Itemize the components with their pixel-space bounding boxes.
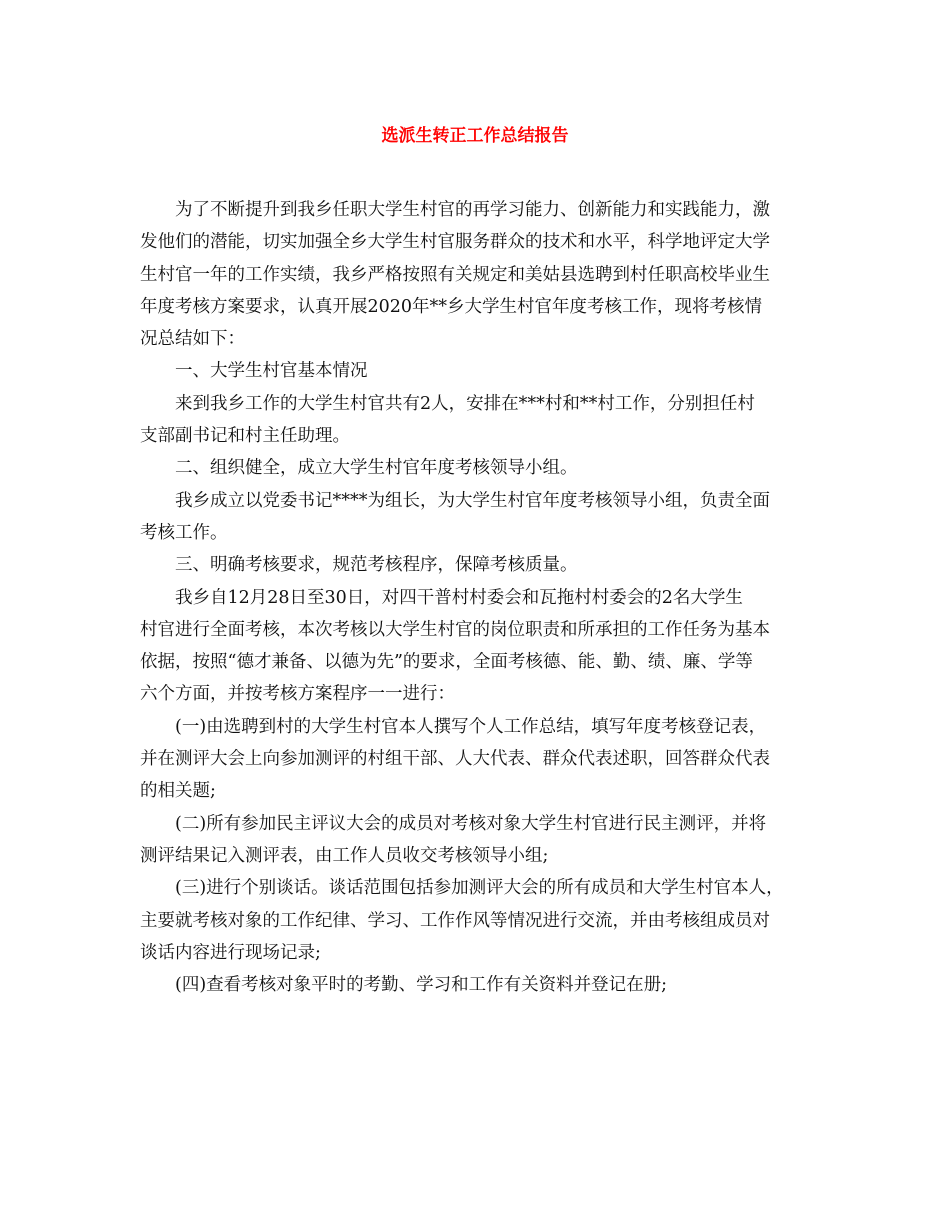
- text-line: 村官进行全面考核，本次考核以大学生村官的岗位职责和所承担的工作任务为基本: [140, 619, 770, 640]
- text-line: 年度考核方案要求，认真开展2020年**乡大学生村官年度考核工作，现将考核情: [140, 296, 763, 317]
- text-line: 生村官一年的工作实绩，我乡严格按照有关规定和美姑县选聘到村任职高校毕业生: [140, 264, 770, 285]
- text-line: 考核工作。: [140, 522, 228, 543]
- list-item: (一)由选聘到村的大学生村官本人撰写个人工作总结，填写年度考核登记表，: [175, 716, 767, 737]
- text-line: 主要就考核对象的工作纪律、学习、工作作风等情况进行交流，并由考核组成员对: [140, 910, 770, 931]
- text-line: 谈话内容进行现场记录;: [140, 942, 321, 963]
- text-line: 来到我乡工作的大学生村官共有2人，安排在***村和**村工作，分别担任村: [175, 393, 755, 414]
- text-line: 发他们的潜能，切实加强全乡大学生村官服务群众的技术和水平，科学地评定大学: [140, 232, 770, 253]
- text-line: 六个方面，并按考核方案程序一一进行：: [140, 684, 455, 705]
- list-item: (二)所有参加民主评议大会的成员对考核对象大学生村官进行民主测评，并将: [175, 813, 767, 834]
- text-line: 的相关题;: [140, 781, 216, 802]
- text-line: 我乡成立以党委书记****为组长，为大学生村官年度考核领导小组，负责全面: [175, 490, 770, 511]
- text-line: 依据，按照“德才兼备、以德为先”的要求，全面考核德、能、勤、绩、廉、学等: [140, 652, 753, 673]
- list-item: (四)查看考核对象平时的考勤、学习和工作有关资料并登记在册;: [175, 975, 668, 996]
- list-item: (三)进行个别谈话。谈话范围包括参加测评大会的所有成员和大学生村官本人，: [175, 878, 784, 899]
- text-line: 支部副书记和村主任助理。: [140, 426, 350, 447]
- section-heading: 三、明确考核要求，规范考核程序，保障考核质量。: [175, 555, 578, 576]
- section-heading: 二、组织健全，成立大学生村官年度考核领导小组。: [175, 458, 578, 479]
- section-heading: 一、大学生村官基本情况: [175, 361, 368, 382]
- text-line: 我乡自12月28日至30日，对四干普村村委会和瓦拖村村委会的2名大学生: [175, 587, 743, 608]
- text-line: 并在测评大会上向参加测评的村组干部、人大代表、群众代表述职，回答群众代表: [140, 749, 770, 770]
- document-title: 选派生转正工作总结报告: [381, 126, 569, 146]
- text-line: 况总结如下：: [140, 329, 245, 350]
- document-body: [140, 194, 825, 1001]
- text-line: 测评结果记入测评表，由工作人员收交考核领导小组;: [140, 845, 549, 866]
- text-line: 为了不断提升到我乡任职大学生村官的再学习能力、创新能力和实践能力，激: [175, 200, 770, 220]
